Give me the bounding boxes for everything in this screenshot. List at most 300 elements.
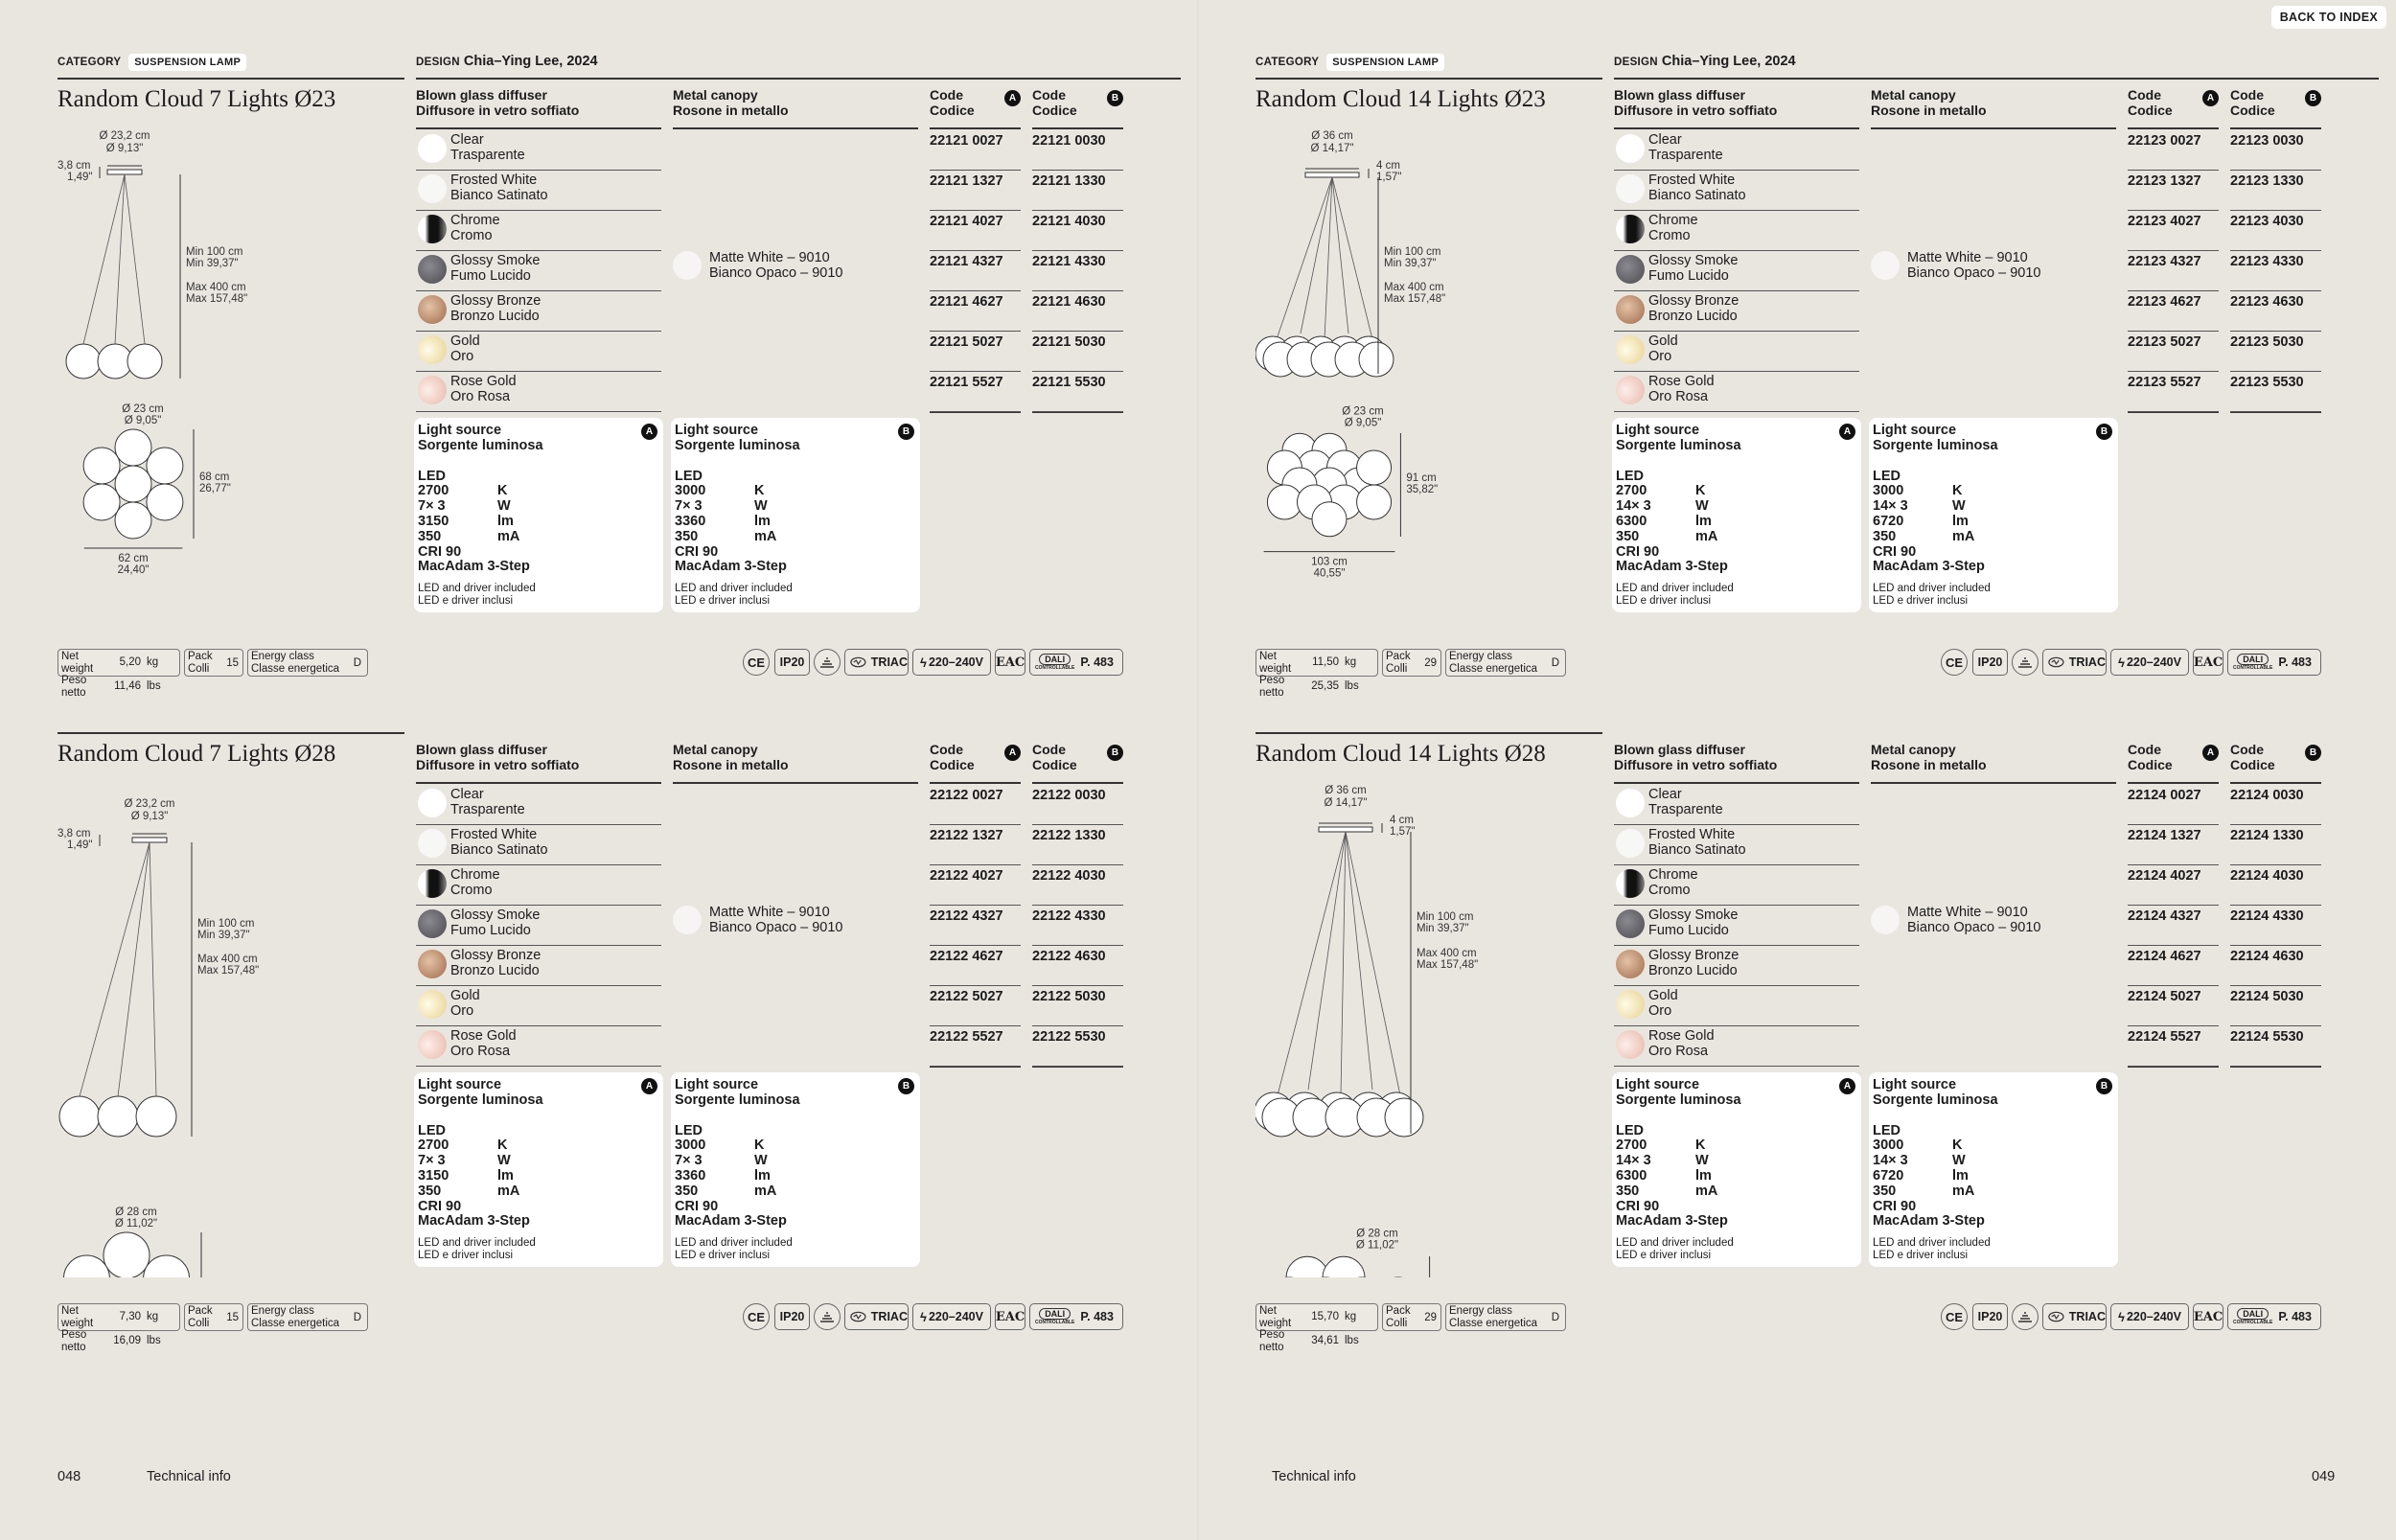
finish-name [1648,173,1746,203]
page-ref: P. 483 [2278,655,2312,669]
code-a: 22121 1327 [930,171,1021,211]
finish-row [1614,171,1859,211]
pack-label-it: Colli [1386,662,1408,675]
header-rule [673,782,918,784]
category-row [1256,54,1444,71]
canopy-text [1907,251,2040,281]
driver-note [1873,583,2114,608]
finish-swatch [1616,134,1645,163]
dimension-label: Max 157,48" [197,965,260,977]
code-header-en: Code [1032,742,1066,757]
voltage-text: 220–240V [928,655,983,669]
canopy-header-it: Rosone in metallo [673,756,789,772]
finish-swatch [1616,215,1645,243]
dimension-label: Max 157,48" [1417,959,1479,971]
finish-name [450,214,500,243]
code-b: 22124 4330 [2230,906,2321,946]
canopy-header-en: Metal canopy [1871,87,1956,103]
weight-unit: kg [147,1311,159,1323]
ls-hd-en: Light source [1616,423,1700,438]
spec-unit: W [754,1153,768,1169]
diffuser-header-en: Blown glass diffuser [416,87,547,103]
spec-unit: lm [1952,513,1969,529]
globe [63,1255,109,1277]
led-label: LED [1873,1122,1901,1138]
dimension-label: Min 39,37" [1417,923,1469,934]
energy-label-it: Classe energetica [251,1317,340,1329]
finish-name-it: Cromo [450,882,493,898]
dimension-label: Ø 23 cm [1342,405,1384,418]
driver-note-it: LED e driver inclusi [418,1250,514,1262]
spec-value: 350 [418,528,442,544]
variant-a-badge: A [641,1078,657,1094]
dimension-label: Min 39,37" [186,258,239,269]
spec-unit: K [1695,1138,1706,1154]
page-number-right: 049 [2312,1469,2336,1484]
globe [147,484,183,520]
light-source-a [1612,1072,1861,1267]
code-header-it: Codice [2230,102,2275,118]
code-a: 22121 5527 [930,372,1021,412]
finish-swatch [1616,869,1645,898]
rule [2230,1067,2321,1068]
finish-name-it: Bronzo Lucido [450,308,540,324]
ip20-icon [774,1303,810,1330]
canopy-header-en: Metal canopy [1871,742,1956,757]
category-label: CATEGORY [1256,57,1320,68]
weight-label: Net weight [61,1305,94,1329]
light-specs [1616,1124,1728,1230]
right-page [1198,0,2396,1540]
spec-value: 3000 [675,483,706,499]
code-a: 22123 0027 [2128,130,2219,171]
light-source-a [414,418,663,612]
finish-row [416,211,661,251]
weight-value: 25,35 [1311,680,1339,693]
spec-unit: mA [754,528,777,544]
pack-box [1382,1303,1441,1331]
finish-row [1614,332,1859,372]
spec-unit: lm [754,513,771,529]
page-ref: P. 483 [1080,1310,1114,1323]
code-header-it: Codice [1032,102,1077,118]
canopy-swatch [1871,251,1900,280]
code-a: 22121 4027 [930,211,1021,251]
dali-text: DALI [1039,1308,1071,1320]
code-header-it: Codice [2128,756,2173,772]
finish-swatch [418,869,447,898]
finish-name-en: Frosted White [1648,172,1736,188]
energy-label-it: Classe energetica [1449,662,1538,675]
product-title: Random Cloud 14 Lights Ø23 [1256,86,1546,112]
pack-value: 15 [226,1312,239,1323]
driver-note [418,583,659,608]
code-b: 22123 5530 [2230,372,2321,412]
rule [1032,1067,1123,1068]
ip-text: IP20 [1977,655,2003,669]
canopy-swatch [673,251,702,280]
globe [115,466,151,502]
ls-hd-en: Light source [1873,423,1957,438]
code-b: 22124 5030 [2230,986,2321,1026]
finish-name-it: Bianco Satinato [450,187,548,203]
rule [930,412,1021,413]
finish-name-en: Rose Gold [450,374,517,389]
code-header-b [2230,743,2321,772]
light-source-a [414,1072,663,1267]
canopy-header-it: Rosone in metallo [1871,756,1987,772]
energy-label-en: Energy class [251,1305,314,1317]
led-label: LED [675,1122,703,1138]
light-source-b [1869,418,2118,612]
code-b: 22122 4030 [1032,865,1123,906]
led-label: LED [675,468,703,484]
ce-mark-icon [1941,1303,1968,1330]
energy-label-it: Classe energetica [1449,1317,1538,1329]
finish-swatch [1616,255,1645,284]
canopy-header-en: Metal canopy [673,87,758,103]
code-header-b [1032,88,1123,118]
triac-text: TRIAC [870,655,908,669]
page-ref: P. 483 [2278,1310,2312,1323]
canopy-en: Matte White – 9010 [1907,250,2028,265]
driver-note-en: LED and driver included [418,583,536,595]
finish-name [1648,214,1698,243]
spec-unit: K [754,1138,765,1154]
finish-name [450,949,541,978]
finish-name [450,828,548,858]
dimension-label: 68 cm [199,471,230,483]
header-rule [1032,127,1123,129]
weight-value: 11,46 [114,680,141,693]
dimension-label: Min 39,37" [1384,258,1437,269]
cri-label: CRI 90 [1873,543,1917,560]
pack-label-en: Pack [188,651,213,662]
code-a: 22124 0027 [2128,785,2219,825]
light-source-header [1873,424,2114,454]
diffuser-header-en: Blown glass diffuser [1614,87,1745,103]
globe [1385,1098,1423,1137]
variant-b-badge: B [2305,745,2321,761]
code-a: 22121 5027 [930,332,1021,372]
finish-name-en: Glossy Smoke [1648,253,1739,268]
spec-value: 6300 [1616,1167,1647,1184]
finish-swatch [1616,174,1645,203]
dimension-label: Min 100 cm [1417,911,1474,923]
code-header-a [930,743,1021,772]
code-a: 22124 5027 [2128,986,2219,1026]
ls-hd-it: Sorgente luminosa [418,1092,543,1108]
spec-value: 350 [418,1183,442,1199]
driver-note-it: LED e driver inclusi [675,1250,771,1262]
finish-row [1614,785,1859,825]
spec-unit: W [1952,1153,1966,1169]
driver-note-en: LED and driver included [675,583,793,595]
canopy-it: Bianco Opaco – 9010 [709,264,843,281]
spec-value: 14× 3 [1873,498,1908,515]
footer-right-text: Technical info [1272,1469,1356,1484]
dimension-label: Ø 23 cm [122,403,164,415]
spec-unit: lm [1695,513,1712,529]
spec-value: 2700 [1616,483,1647,499]
finish-name-it: Trasparente [1648,147,1723,163]
spec-value: 350 [675,528,699,544]
finish-swatch [418,174,447,203]
finish-name [450,334,480,364]
dimension-label: Max 157,48" [1384,293,1446,305]
code-a: 22121 4327 [930,251,1021,291]
dali-sub: CONTROLLABLE [2233,1320,2273,1325]
dali-icon [1029,1303,1123,1330]
designer-row [1614,54,1796,69]
eac-text: EAC [995,1309,1025,1324]
dimension-label: 103 cm [1311,556,1348,568]
code-b: 22121 4030 [1032,211,1123,251]
finish-name [450,868,500,898]
finish-name-it: Fumo Lucido [1648,267,1729,284]
weight-label: Net weight [61,651,94,675]
code-a: 22124 4627 [2128,946,2219,986]
ls-hd-it: Sorgente luminosa [1616,1092,1741,1108]
spec-unit: K [1695,483,1706,499]
product-section [58,0,1181,699]
spec-unit: K [497,1138,508,1154]
finish-row [1614,130,1859,171]
product-section [58,655,1181,1353]
finish-row [1614,251,1859,291]
light-source-a [1612,418,1861,612]
ls-hd-en: Light source [418,423,502,438]
canopy-header [1871,88,1987,118]
globe [104,1232,150,1277]
code-a: 22122 4027 [930,865,1021,906]
finish-row [416,130,661,171]
dimension-label: Min 100 cm [1384,246,1441,258]
driver-note-it: LED e driver inclusi [1873,1250,1969,1262]
product-section [1256,0,2379,699]
designer-name: Chia–Ying Lee, 2024 [463,54,598,69]
code-header-en: Code [2230,87,2264,103]
finish-name [450,989,480,1019]
ls-hd-it: Sorgente luminosa [418,437,543,453]
dimension-label: Ø 36 cm [1311,130,1353,142]
spec-unit: K [497,483,508,499]
code-b: 22123 0030 [2230,130,2321,171]
rule [2128,412,2219,413]
page-number-left: 048 [58,1469,81,1484]
header-rule [930,782,1021,784]
code-a: 22123 4327 [2128,251,2219,291]
code-b: 22123 1330 [2230,171,2321,211]
ls-hd-en: Light source [1616,1077,1700,1092]
lamp-drawing [58,779,404,1277]
diffuser-header-en: Blown glass diffuser [416,742,547,757]
spec-unit: mA [754,1183,777,1199]
ls-hd-en: Light source [418,1077,502,1092]
dimension-label: 24,40" [117,564,150,576]
spec-value: 3360 [675,513,706,529]
spec-value: 3000 [1873,483,1904,499]
canopy-finish [1871,906,2040,935]
spec-unit: lm [1695,1167,1712,1184]
code-b: 22121 5530 [1032,372,1123,412]
rule [930,1067,1021,1068]
variant-b-badge: B [898,1078,914,1094]
driver-note-en: LED and driver included [1616,583,1734,595]
finish-swatch [418,295,447,324]
energy-value: D [353,1312,361,1323]
dimension-label: Max 157,48" [186,293,248,305]
spec-unit: mA [497,528,520,544]
dimension-label: Ø 11,02" [1355,1239,1399,1252]
designer-name: Chia–Ying Lee, 2024 [1661,54,1796,69]
spec-value: 350 [1873,528,1897,544]
code-a: 22121 4627 [930,291,1021,332]
canopy-it: Bianco Opaco – 9010 [709,919,843,935]
code-header-a [2128,743,2219,772]
product-title: Random Cloud 7 Lights Ø28 [58,741,336,767]
driver-note-it: LED e driver inclusi [1616,1250,1712,1262]
variant-b-badge: B [1107,90,1123,106]
code-a: 22121 0027 [930,130,1021,171]
code-b: 22121 0030 [1032,130,1123,171]
variant-a-badge: A [1004,745,1021,761]
voltage-icon: ϟ 220–240V [912,649,991,676]
code-header-en: Code [2128,87,2161,103]
energy-class-box [247,1303,368,1331]
finish-swatch [1616,829,1645,858]
driver-note-it: LED e driver inclusi [1873,595,1969,608]
canopy-en: Matte White – 9010 [1907,905,2028,920]
weight-label: Peso netto [61,675,87,699]
dimension-label: Max 400 cm [1417,948,1477,959]
eac-text: EAC [2193,655,2223,670]
diffuser-header-it: Diffusore in vetro soffiato [1614,102,1778,118]
dimension-label: Ø 14,17" [1324,797,1368,809]
light-source-header [675,424,916,454]
header-rule [1871,782,2116,784]
voltage-text: 220–240V [2126,1310,2181,1323]
dali-text: DALI [1039,654,1071,665]
finish-row [416,906,661,946]
eac-text: EAC [995,655,1025,670]
canopy-text [1907,906,2040,935]
light-source-header [1873,1078,2114,1109]
diffuser-header [416,88,579,118]
led-label: LED [418,468,446,484]
energy-value: D [1551,1312,1559,1323]
macadam-label: MacAdam 3-Step [418,1213,530,1230]
driver-note [675,1237,916,1262]
energy-label-en: Energy class [251,651,314,662]
weight-unit: kg [1345,1311,1357,1323]
pack-label-en: Pack [1386,651,1411,662]
led-label: LED [1616,468,1644,484]
header-rule [1614,782,1859,784]
back-to-index-button[interactable]: BACK TO INDEX [2271,6,2386,29]
code-b: 22122 1330 [1032,825,1123,865]
pack-label-it: Colli [188,662,210,675]
code-b: 22121 4630 [1032,291,1123,332]
finish-name-en: Frosted White [1648,827,1736,842]
code-b: 22122 4630 [1032,946,1123,986]
code-a: 22122 4627 [930,946,1021,986]
light-specs [1873,470,1985,576]
spec-value: 14× 3 [1616,498,1651,515]
finish-row [416,825,661,865]
finish-swatch [418,134,447,163]
ls-hd-it: Sorgente luminosa [1873,437,1998,453]
triac-icon [844,1303,909,1330]
code-b: 22124 4030 [2230,865,2321,906]
voltage-text: 220–240V [928,1310,983,1323]
eac-text: EAC [2193,1309,2223,1324]
eac-mark-icon [2193,1303,2223,1330]
spec-value: 350 [1616,1183,1640,1199]
header-rule [2230,782,2321,784]
globe [115,429,151,466]
globe [83,448,120,484]
finish-name-it: Fumo Lucido [450,922,531,938]
weight-value: 7,30 [119,1311,141,1323]
ce-text: CE [747,655,766,670]
code-b: 22122 0030 [1032,785,1123,825]
code-a: 22123 5527 [2128,372,2219,412]
finish-row [416,372,661,412]
code-header-en: Code [930,87,963,103]
globe [1357,485,1392,519]
canopy-header-it: Rosone in metallo [673,102,789,118]
finish-row [1614,986,1859,1026]
dimension-label: 35,82" [1406,484,1439,495]
finish-name-en: Clear [1648,787,1682,802]
finish-swatch [418,255,447,284]
code-b: 22123 4630 [2230,291,2321,332]
finish-swatch [1616,1030,1645,1059]
finish-name-en: Rose Gold [450,1028,517,1044]
finish-name-it: Oro Rosa [1648,388,1709,404]
finish-name [450,1029,517,1059]
dimension-label: Ø 9,05" [1344,417,1382,429]
code-b: 22121 1330 [1032,171,1123,211]
weight-unit: kg [1345,656,1357,669]
canopy-header-it: Rosone in metallo [1871,102,1987,118]
spec-value: 14× 3 [1616,1153,1651,1169]
macadam-label: MacAdam 3-Step [418,559,530,575]
spec-value: 3000 [1873,1138,1904,1154]
driver-note [418,1237,659,1262]
finish-name-en: Glossy Bronze [450,948,541,963]
weight-unit: lbs [147,680,161,693]
canopy-it: Bianco Opaco – 9010 [1907,919,2041,935]
finish-name-en: Gold [450,988,480,1003]
finish-name [1648,788,1723,817]
finish-name-it: Oro Rosa [450,1043,511,1059]
spec-unit: mA [1952,528,1975,544]
finish-swatch [1616,789,1645,817]
finish-name [1648,334,1678,364]
code-header-b [2230,88,2321,118]
finish-row [416,171,661,211]
code-header-en: Code [930,742,963,757]
code-a: 22123 4627 [2128,291,2219,332]
spec-value: 3360 [675,1167,706,1184]
spec-value: 7× 3 [675,498,703,515]
finish-name-it: Oro Rosa [1648,1043,1709,1059]
rule [1614,78,2379,80]
ce-text: CE [747,1309,766,1324]
rule [2230,412,2321,413]
